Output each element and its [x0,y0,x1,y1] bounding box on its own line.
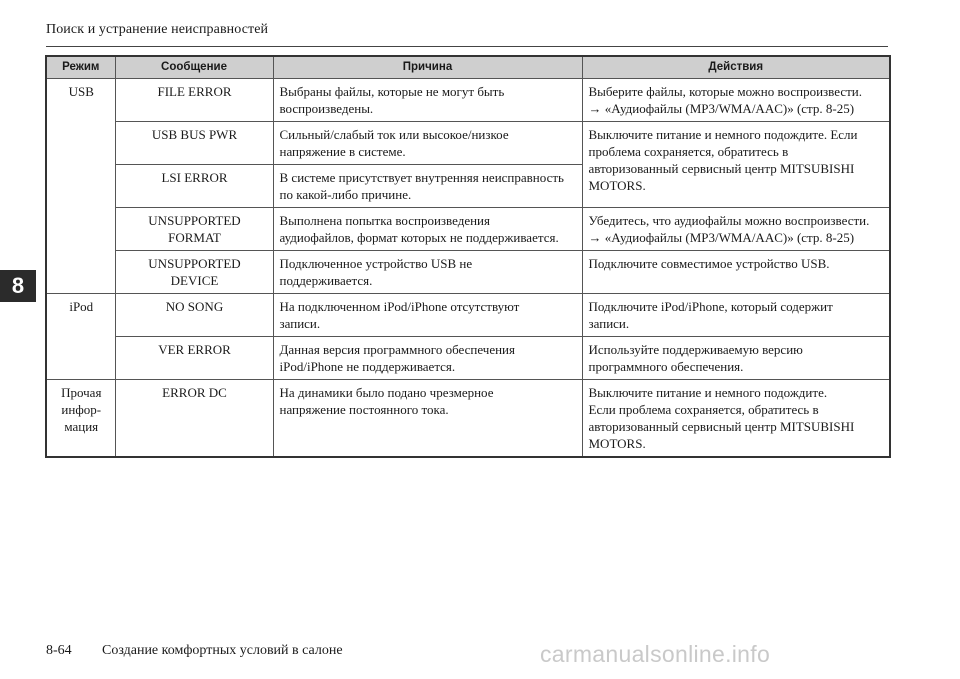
section-title: Создание комфортных условий в салоне [102,643,343,658]
action-cell [582,122,890,208]
table-row [46,380,890,458]
table-row [46,251,890,294]
text-line: напряжение постоянного тока. [279,402,449,417]
text-line: авторизованный сервисный центр MITSUBISHI [588,161,855,176]
text-line: Используйте поддерживаемую версию [588,342,803,357]
text-line: Сильный/слабый ток или высокое/низкое [279,127,509,142]
mode-cell-other [46,380,115,458]
text-line: авторизованный сервисный центр MITSUBISHI [588,419,855,434]
action-cell [582,79,890,122]
text-line: Подключенное устройство USB не [279,256,473,271]
text-line: мация [64,419,99,434]
text-line: по какой-либо причине. [279,187,412,202]
mode-cell-usb: USB [46,79,115,294]
text-line: напряжение в системе. [279,144,406,159]
page-header-title: Поиск и устранение неисправностей [46,22,269,37]
table-row [46,79,890,122]
text-line: FORMAT [168,230,221,245]
text-line: На динамики было подано чрезмерное [279,385,494,400]
text-line: MOTORS. [588,178,646,193]
table-row [46,294,890,337]
cause-cell [273,337,582,380]
column-header-message: Сообщение [115,56,273,79]
text-line: → «Аудиофайлы (MP3/WMA/AAC)» (стр. 8-25) [588,230,855,245]
text-line: Если проблема сохраняется, обратитесь в [588,402,819,417]
cause-cell [273,294,582,337]
message-cell: NO SONG [115,294,273,337]
text-line: Прочая [61,385,102,400]
action-cell [582,294,890,337]
cause-cell [273,165,582,208]
action-cell [582,208,890,251]
text-line: программного обеспечения. [588,359,744,374]
text-line: Подключите iPod/iPhone, который содержит [588,299,833,314]
cause-cell [273,208,582,251]
message-cell [115,208,273,251]
text-line: записи. [588,316,630,331]
chapter-tab[interactable]: 8 [0,270,36,302]
text-line: UNSUPPORTED [148,213,241,228]
text-line: Выбраны файлы, которые не могут быть [279,84,505,99]
message-cell: USB BUS PWR [115,122,273,165]
error-message-table [45,55,891,458]
message-cell: LSI ERROR [115,165,273,208]
table-row [46,208,890,251]
message-cell: VER ERROR [115,337,273,380]
action-cell [582,380,890,458]
text-line: аудиофайлов, формат которых не поддерживается. [279,230,559,245]
message-cell: ERROR DC [115,380,273,458]
table-row [46,337,890,380]
cause-cell [273,79,582,122]
text-line: Выберите файлы, которые можно воспроизвести. [588,84,862,99]
column-header-cause: Причина [273,56,582,79]
column-header-mode: Режим [46,56,115,79]
cause-cell [273,380,582,458]
action-cell [582,251,890,294]
text-line: проблема сохраняется, обратитесь в [588,144,789,159]
text-line: iPod/iPhone не поддерживается. [279,359,456,374]
table-row [46,122,890,165]
watermark: carmanualsonline.info [540,641,771,667]
text-line: MOTORS. [588,436,646,451]
text-line: Выполнена попытка воспроизведения [279,213,490,228]
mode-cell-ipod: iPod [46,294,115,380]
column-header-actions: Действия [582,56,890,79]
page-number: 8-64 [46,643,72,658]
text-line: Данная версия программного обеспечения [279,342,515,357]
header-rule [46,46,888,47]
text-line: записи. [279,316,321,331]
text-line: Выключите питание и немного подождите. [588,385,828,400]
text-line: поддерживается. [279,273,373,288]
cause-cell [273,251,582,294]
message-cell: FILE ERROR [115,79,273,122]
action-cell [582,337,890,380]
text-line: Подключите совместимое устройство USB. [588,256,830,271]
text-line: DEVICE [170,273,219,288]
text-line: На подключенном iPod/iPhone отсутствуют [279,299,520,314]
text-line: Убедитесь, что аудиофайлы можно воспроизвести. [588,213,870,228]
table-header-row [46,56,890,79]
text-line: → «Аудиофайлы (MP3/WMA/AAC)» (стр. 8-25) [588,101,855,116]
text-line: UNSUPPORTED [148,256,241,271]
text-line: инфор- [61,402,102,417]
text-line: воспроизведены. [279,101,374,116]
text-line: Выключите питание и немного подождите. Если [588,127,858,142]
text-line: В системе присутствует внутренняя неисправность [279,170,564,185]
message-cell [115,251,273,294]
cause-cell [273,122,582,165]
